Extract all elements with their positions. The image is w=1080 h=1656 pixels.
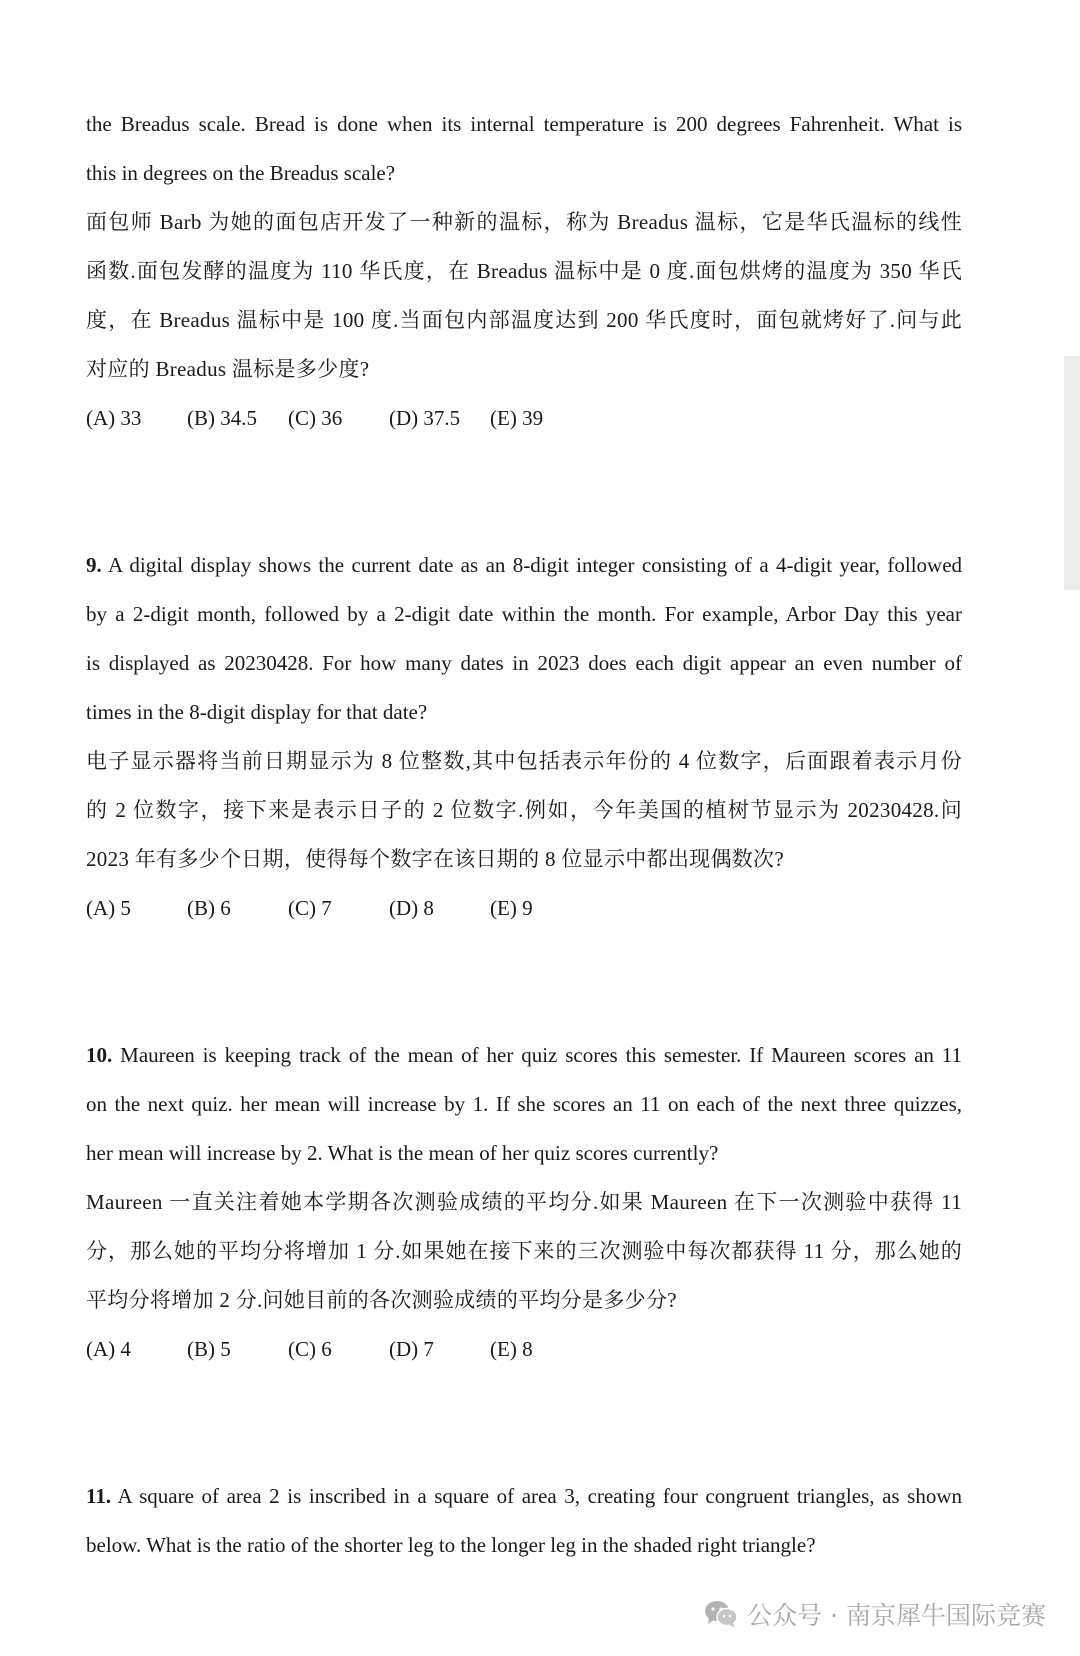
q11-en-line xyxy=(86,1472,962,1521)
q9-en-line: times in the 8-digit display for that date? xyxy=(86,700,428,724)
document-page xyxy=(86,100,962,1570)
q10-zh-line: 分，那么她的平均分将增加 1 分.如果她在接下来的三次测验中每次都获得 11 分，那么她的 xyxy=(86,1239,962,1263)
q10-en-line: on the next quiz. her mean will increase by 1. If she scores an 11 on each of the next three quizzes, xyxy=(86,1092,962,1116)
spacer xyxy=(86,933,962,1031)
choice-e: (E) 8 xyxy=(490,1337,533,1361)
q9-en-line: by a 2-digit month, followed by a 2-digit date within the month. For example, Arbor Day this year xyxy=(86,602,962,626)
question-9 xyxy=(86,541,962,933)
q8-zh-line: 面包师 Barb 为她的面包店开发了一种新的温标，称为 Breadus 温标，它是华氏温标的线性 xyxy=(86,210,962,234)
choice-e: (E) 9 xyxy=(490,896,533,920)
watermark xyxy=(703,1594,1046,1634)
choice-d: (D) 37.5 xyxy=(389,406,461,430)
q9-zh-line: 电子显示器将当前日期显示为 8 位整数,其中包括表示年份的 4 位数字，后面跟着表示月份 xyxy=(86,749,962,773)
choice-b: (B) 6 xyxy=(187,896,231,920)
question-8 xyxy=(86,100,962,443)
choice-c: (C) 6 xyxy=(288,1337,332,1361)
q11-en-line: below. What is the ratio of the shorter leg to the longer leg in the shaded right triangle? xyxy=(86,1533,816,1557)
choice-d: (D) 7 xyxy=(389,1337,434,1361)
q8-zh-line: 度，在 Breadus 温标中是 100 度.当面包内部温度达到 200 华氏度时，面包就烤好了.问与此 xyxy=(86,308,962,332)
q9-zh-line: 2023 年有多少个日期，使得每个数字在该日期的 8 位显示中都出现偶数次? xyxy=(86,847,784,871)
choice-b: (B) 5 xyxy=(187,1337,231,1361)
choice-a: (A) 4 xyxy=(86,1337,131,1361)
scrollbar[interactable] xyxy=(1064,356,1080,590)
q8-en-line: this in degrees on the Breadus scale? xyxy=(86,161,396,185)
q8-zh-line: 对应的 Breadus 温标是多少度? xyxy=(86,357,370,381)
choice-a: (A) 5 xyxy=(86,896,131,920)
q9-answer-choices xyxy=(86,884,962,933)
spacer xyxy=(86,1374,962,1472)
q10-en-line xyxy=(86,1031,962,1080)
q9-en-line: is displayed as 20230428. For how many dates in 2023 does each digit appear an even number of xyxy=(86,651,962,675)
question-number: 11. xyxy=(86,1484,112,1508)
q8-en-line: the Breadus scale. Bread is done when its internal temperature is 200 degrees Fahrenheit. What is xyxy=(86,112,962,136)
q10-en-line: her mean will increase by 2. What is the mean of her quiz scores currently? xyxy=(86,1141,719,1165)
q11-en-first: A square of area 2 is inscribed in a square of area 3, creating four congruent triangles, as shown xyxy=(117,1484,962,1508)
choice-d: (D) 8 xyxy=(389,896,434,920)
choice-c: (C) 7 xyxy=(288,896,332,920)
choice-e: (E) 39 xyxy=(490,406,544,430)
choice-a: (A) 33 xyxy=(86,406,142,430)
question-11 xyxy=(86,1472,962,1570)
question-number: 10. xyxy=(86,1043,113,1067)
q8-answer-choices xyxy=(86,394,962,443)
q10-zh-line: 平均分将增加 2 分.问她目前的各次测验成绩的平均分是多少分? xyxy=(86,1288,677,1312)
q8-zh-line: 函数.面包发酵的温度为 110 华氏度，在 Breadus 温标中是 0 度.面包烘烤的温度为 350 华氏 xyxy=(86,259,962,283)
q9-en-line xyxy=(86,541,962,590)
watermark-text: 公众号 · 南京犀牛国际竞赛 xyxy=(747,1601,1046,1630)
q9-zh-line: 的 2 位数字，接下来是表示日子的 2 位数字.例如，今年美国的植树节显示为 20230428.问 xyxy=(86,798,962,822)
q10-en-first: Maureen is keeping track of the mean of her quiz scores this semester. If Maureen scores an 11 xyxy=(120,1043,963,1067)
q10-answer-choices xyxy=(86,1325,962,1374)
choice-b: (B) 34.5 xyxy=(187,406,257,430)
spacer xyxy=(86,443,962,541)
q10-zh-line: Maureen 一直关注着她本学期各次测验成绩的平均分.如果 Maureen 在下一次测验中获得 11 xyxy=(86,1190,962,1214)
choice-c: (C) 36 xyxy=(288,406,343,430)
wechat-icon xyxy=(703,1599,739,1629)
q9-en-first: A digital display shows the current date as an 8-digit integer consisting of a 4-digit year, followed xyxy=(108,553,963,577)
question-10 xyxy=(86,1031,962,1374)
question-number: 9. xyxy=(86,553,102,577)
